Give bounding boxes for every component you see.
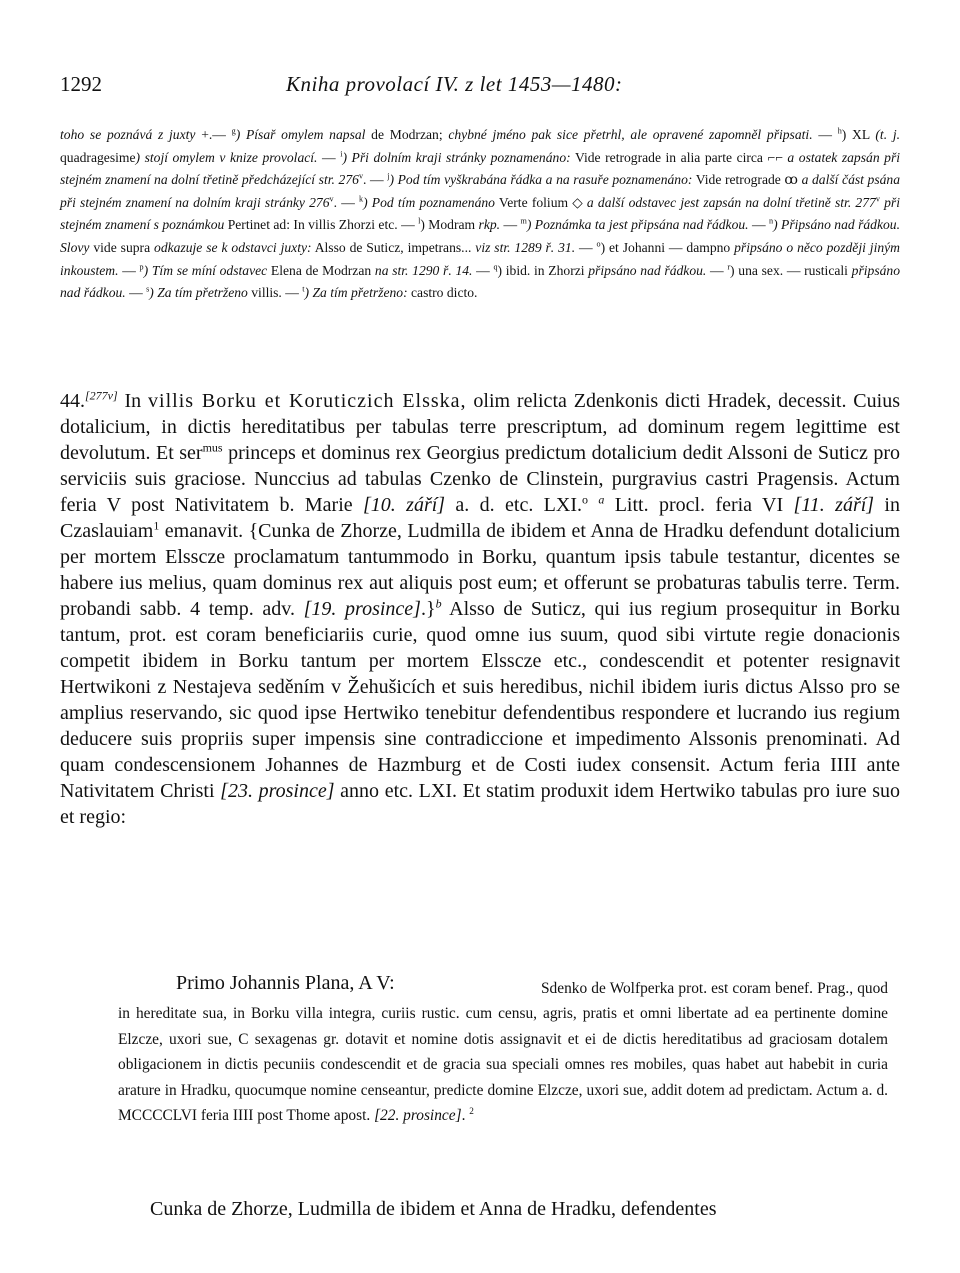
main-entry [60,388,900,830]
note-text: ) stojí omylem v knize provolací. [135,149,318,165]
note-text: — [125,285,147,301]
note-text: — [812,127,838,142]
note-marker: j [387,171,390,181]
entry-text: Litt. procl. feria VI [604,494,794,516]
entry-text: villis Borku et Koruticzich Elsska, [148,390,467,412]
note-text: de Modrzan; [365,127,449,142]
note-text: quadragesime [60,149,136,165]
note-text: Vide retrograde in alia parte circa [570,149,768,165]
entry-text: anno etc. LXI. Et statim produxit idem Hertwiko tabulas pro iure suo et regio: [60,780,900,828]
entry-text: princeps et dominus rex Georgius predictum dotalicium dedit Alssoni de Suticz pro serviciis suis graciose. Nunccius ad tabulas Czenko de Clinstein, purgravius castri Pragensis. Actum feria V post Nativitatem b. Marie [60,442,900,516]
note-text: odkazuje se k odstavci juxty: [154,239,312,255]
folio-reference: [277v] [85,388,118,403]
footnotes-block [60,124,900,305]
note-text: ) Za tím přetrženo [149,285,248,301]
note-marker: o [596,239,601,249]
note-marker: q [493,262,498,272]
note-text: na str. 1290 ř. 14. [374,262,473,278]
note-text: Verte folium [494,194,573,210]
note-text: — [118,262,140,278]
note-marker: b [435,596,442,611]
note-marker: t [302,284,305,294]
note-text: ) Poznámka ta jest připsána nad řádkou. [526,217,749,233]
entry-text: in Czaslauiam [60,494,900,542]
entry-text: emanavit. {Cunka de Zhorze, Ludmilla de ibidem et Anna de Hradku defendunt dotalicium per mortem Elsscze proclamatum tantummodo in Borku, quantum ipsis tabule testantur, dicentes se habere ius melius, quam dominus rex aut aliquis post eum; et offerunt se probaturas tabulis terre. Term. probandi sabb. 4 temp. adv. [60,520,900,620]
quoted-record [118,976,888,1128]
date-note: [19. prosince] [303,598,421,620]
date-note: [10. září] [363,494,446,516]
circa-sign-icon: ⌐⌐ [767,149,783,165]
note-text: ) Pod tím vyškrabána řádka a na rasuře poznamenáno: [389,172,693,188]
note-text: připsáno nad řádkou. [588,262,707,278]
note-text: ) Tím se míní odstavec [143,262,268,278]
note-text: — [212,127,232,142]
note-marker: p [139,262,144,272]
note-text: — [317,149,341,165]
note-text: a další odstavec jest zapsán na dolní třetině str. 277 [582,194,876,210]
note-text: viz str. 1289 ř. 31. [475,239,576,255]
note-text: ) una sex. — rusticali [730,262,852,278]
note-text: . — [333,194,359,210]
running-title: Kniha provolací IV. z let 1453—1480: [286,72,623,96]
juxta-mark: +. [201,127,213,142]
date-note: [22. prosince] [374,1107,462,1125]
note-text: — [575,239,597,255]
note-marker: m [520,216,527,226]
note-text: castro dicto. [407,285,478,301]
quote-text: Sdenko de Wolfperka prot. est coram benef. Prag., quod in hereditate sua, in Borku villa integra, curiis rustic. cum censu, agris, pratis et omni libertate ad ea pertinente domine Elzcze, uxori sue, C sexagenas gr. dotavit et nomine dotis assignavit et ei de dictis hereditatibus ad graciosam dotalem obligacionem in dictis pecuniis condescendit et de gracia sua speciali omnes res mobiles, quas habet aut habebit in curia arature in Hradku, quocumque nomine censeantur, predicte domine Elzcze, uxori sue, addit dotem ad predictam. Actum a. d. MCCCCLVI feria IIII post Thome apost. [118,980,888,1125]
continuation-line: Cunka de Zhorze, Ludmilla de ibidem et Anna de Hradku, defendentes [150,1198,717,1220]
note-text: chybné jméno pak sice přetrhl, ale opravené zapomněl připsati. [448,127,813,142]
note-text: ) et Johanni — dampno [600,239,735,255]
note-text: připsáno nad řádkou. [60,262,900,301]
note-text: ) Při dolním kraji stránky poznamenáno: [342,149,571,165]
note-marker: k [359,194,364,204]
entry-number: 44. [60,390,85,412]
entry-text: In [117,390,149,412]
note-marker: v [875,194,880,204]
entry-text [588,494,598,516]
note-text: Alsso de Suticz, impetrans... [311,239,476,255]
note-text: ) Písař omylem napsal [235,127,366,142]
note-marker: r [727,262,731,272]
diamond-sign-icon: ◇ [572,194,583,210]
page-number: 1292 [60,72,102,96]
note-text: — [748,217,769,233]
retrograde-sign-icon: ꝏ [784,172,799,188]
entry-text: .} [420,598,436,620]
note-text: ) Modram [420,217,479,233]
note-text: — [472,262,494,278]
note-text: — [500,217,521,233]
note-text: a ostatek zapsán při stejném znamení na dolní třetině předcházející str. 276 [60,149,901,188]
entry-text: o [582,492,588,507]
note-marker: h [837,126,842,136]
note-text: — [706,262,728,278]
entry-text: a. d. etc. LXI. [445,494,582,516]
note-text: rkp. [478,217,501,233]
note-text: villis. — [247,285,303,301]
entry-text: olim relicta Zdenkonis dicti Hradek, decessit. Cuius dotalicium, in dictis hereditatibus per tabulas terre prescriptum, ad dominum regem legittime est devolutum. Et ser [60,390,900,464]
note-marker: l [418,216,421,226]
note-text: ) ibid. in Zhorzi [497,262,589,278]
note-marker: i [340,149,343,159]
note-text: připsáno o něco později jiným inkoustem. [60,239,900,278]
note-text: ) Za tím přetrženo: [304,285,408,301]
quote-text: . [461,1107,470,1125]
note-text: a další část psána při stejném znamení na dolním kraji stránky 276 [60,172,901,210]
note-text: Pertinet ad: In villis Zhorzi etc. — [224,217,419,233]
entry-text: mus [202,440,223,455]
note-marker: s [146,284,150,294]
note-marker: n [769,216,774,226]
footnote-marker: 1 [153,518,160,533]
quote-heading: Primo Johannis Plana, A V: [176,972,395,994]
page-header [60,72,900,102]
note-text: toho se poznává z juxty [60,127,196,142]
note-text: ) XL [841,127,876,142]
date-note: [11. září] [793,494,875,516]
note-marker: v [329,194,334,204]
date-note: [23. prosince] [220,780,335,802]
note-text: při stejném znamení s poznámkou [60,194,900,233]
note-text: ) Pod tím poznamenáno [363,194,495,210]
note-marker: g [231,126,236,136]
entry-text: Alsso de Suticz, qui ius regium prosequitur in Borku tantum, prot. est coram beneficiariis curie, quod omne ius suum, quod sibi virtute regie donacionis competit ibidem in Borku tantum per mortem Elsscze etc., condescendit et potenter resignavit Hertwikoni z Nestajeva seděním v Žehušicích et suis heredibus, nichil ibidem iuris dictus Alsso pro se amplius reservando, sic quod ipse Hertwiko tenebitur defendentibus respondere et lucrando ius regium deducere suis propriis super impensis sine contradiccione et impedimento Alssonis prenominati. Ad quam condescensionem Johannes de Hazmburg et de Costi iudex consensit. Actum feria IIII ante Nativitatem Christi [60,598,901,802]
note-text: vide supra [89,239,155,255]
footnote-marker: 2 [469,1105,474,1116]
note-text: ) Připsáno nad řádkou. Slovy [60,217,900,255]
note-marker: a [598,492,605,507]
note-text: . — [363,172,388,188]
note-text: Elena de Modrzan [267,262,375,278]
note-marker: v [358,171,364,181]
note-text: (t. j. [875,127,901,142]
entry-paragraph [60,388,900,830]
note-text: Vide retrograde [692,172,785,188]
